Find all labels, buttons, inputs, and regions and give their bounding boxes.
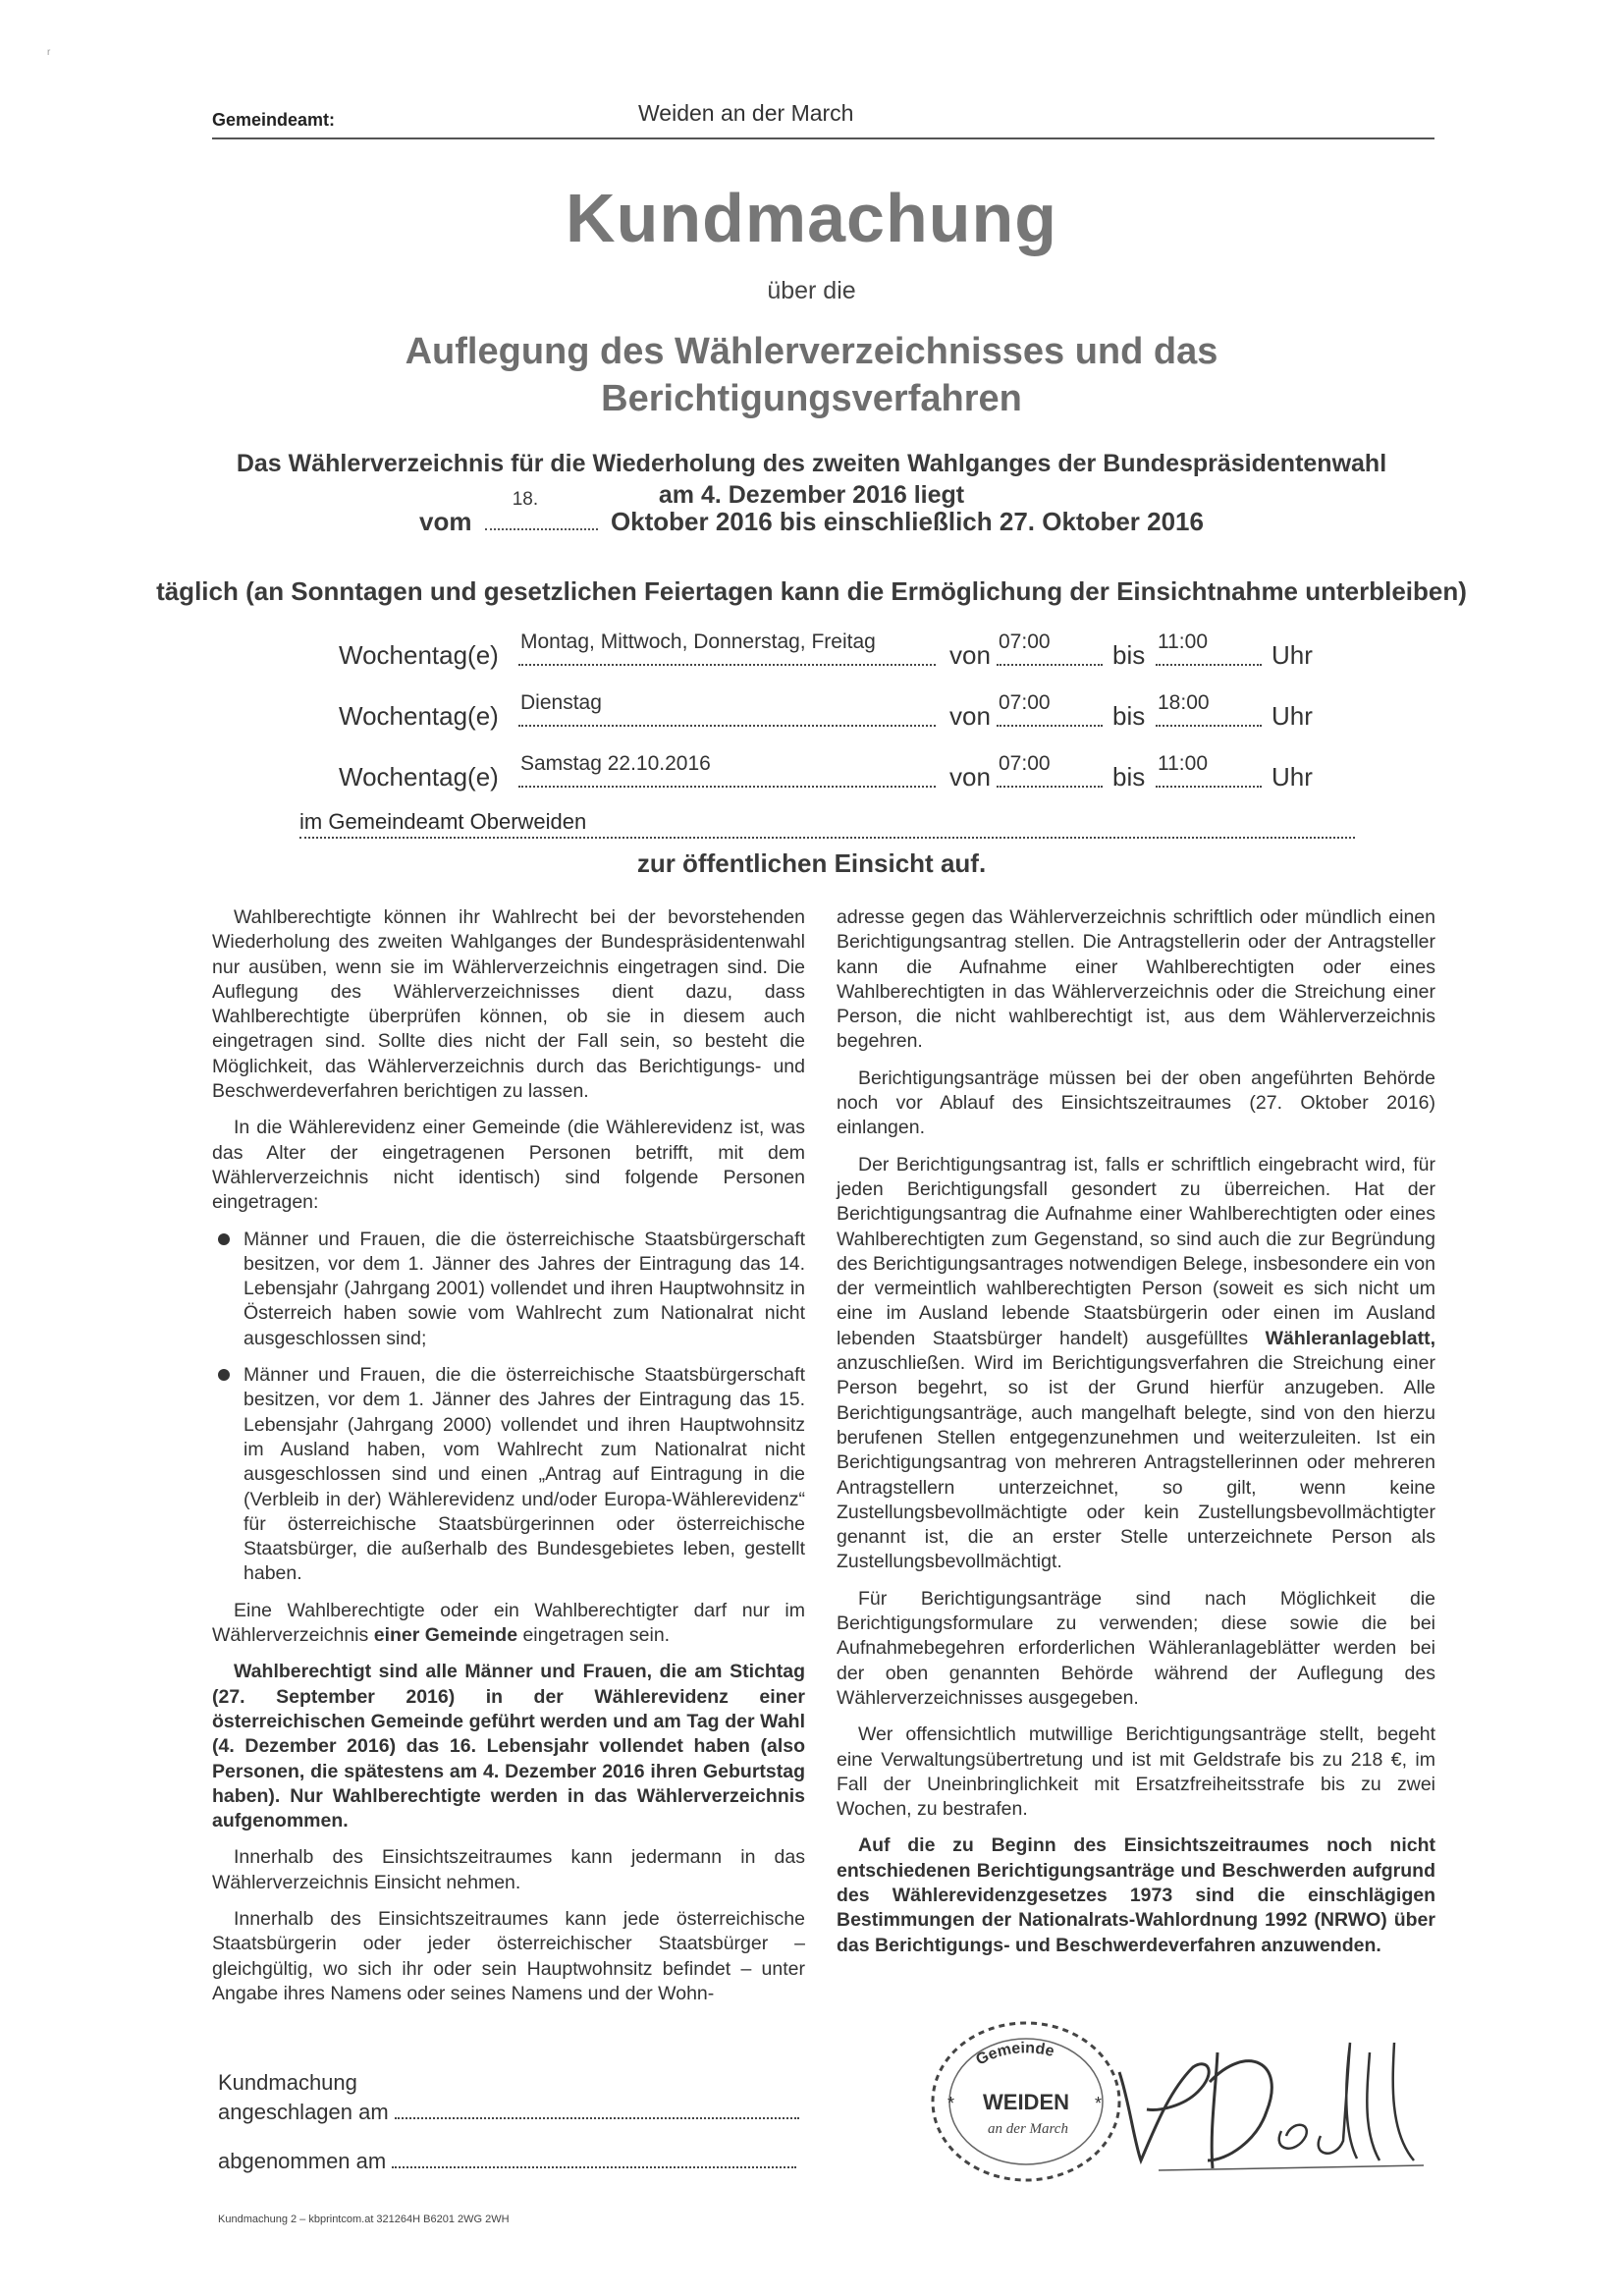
text-run: eingetragen sein. [517, 1624, 671, 1647]
paragraph: In die Wählerevidenz einer Gemeinde (die Wählerevidenz ist, was das Alter der eingetragenen Personen betrifft, mit dem Wählerverzeichnis nicht identisch) sind folgende Personen eingetragen: [212, 1117, 805, 1214]
paragraph-bold: Wahlberechtigt sind alle Männer und Frauen, die am Stichtag (27. September 2016) in der Wählerevidenz einer österreichischen Gemeinde geführt werden und am Tag der Wahl (4. Dezember 2016) das 16. Lebensjahr vollendet haben (also Personen, die spätestens am 4. Dezember 2016 ihren Geburtstag haben). Nur Wahlberechtigte werden in das Wählerverzeichnis aufgenommen. [212, 1661, 805, 1832]
text-run-bold: einer Gemeinde [373, 1624, 518, 1647]
public-inspection-note: zur öffentlichen Einsicht auf. [636, 848, 987, 878]
from-time: 07:00 [999, 752, 1051, 775]
from-time-field [997, 691, 1103, 727]
header-rule [212, 137, 1434, 139]
title-connector: über die [767, 277, 856, 304]
from-time: 07:00 [999, 630, 1051, 653]
posted-on-row [218, 2098, 799, 2125]
removed-on-field [392, 2147, 796, 2168]
weekday-days: Samstag 22.10.2016 [520, 752, 711, 775]
paragraph [837, 1153, 1435, 1575]
bullet-item [212, 1363, 805, 1587]
document-subtitle [0, 328, 1623, 422]
daily-note: täglich (an Sonntagen und gesetzlichen Feiertagen kann die Ermöglichung der Einsichtnahme unterbleiben) [156, 576, 1467, 606]
municipality-label: Gemeindeamt: [212, 110, 336, 130]
paragraph: Wahlberechtigte können ihr Wahlrecht bei der bevorstehenden Wiederholung des zweiten Wahlganges der Bundespräsidentenwahl nur ausüben, wenn sie im Wählerverzeichnis eingetragen sind. Die Auflegung des Wählerverzeichnisses dient dazu, dass Wahlberechtigte überprüfen können, ob sie in diesem auch eingetragen sind. Sollte dies nicht der Fall sein, so besteht die Möglichkeit, das Wählerverzeichnis durch das Berichtigungs- und Beschwerdeverfahren berichtigen zu lassen. [212, 906, 805, 1103]
star-icon: * [947, 2094, 955, 2113]
bullet-icon [218, 1369, 230, 1381]
place-text: im Gemeindeamt Oberweiden [299, 809, 587, 834]
weekday-days: Dienstag [520, 691, 602, 714]
bullet-icon [218, 1233, 230, 1245]
to-time-field [1156, 752, 1262, 788]
to-time: 11:00 [1158, 752, 1208, 775]
paragraph [212, 1599, 805, 1649]
place-field [299, 807, 1355, 839]
posted-on-field [395, 2098, 799, 2119]
to-time-field [1156, 630, 1262, 666]
to-time: 11:00 [1158, 630, 1208, 653]
stamp-top-text: Gemeinde [973, 2040, 1056, 2069]
text-run: Eine Wahlberechtigte oder ein Wahlberechtigter darf nur im Wählerverzeichnis [212, 1599, 805, 1647]
uhr-label: Uhr [1271, 762, 1313, 792]
bis-label: bis [1112, 640, 1146, 670]
star-icon: * [1095, 2094, 1103, 2113]
right-column [837, 905, 1435, 1970]
bis-label: bis [1112, 762, 1146, 792]
period-vom: vom [419, 507, 472, 536]
period-start-day: 18. [512, 489, 539, 510]
period-start-field [485, 489, 598, 530]
posting-label: Kundmachung [218, 2070, 357, 2095]
weekday-label: Wochentag(e) [339, 640, 499, 670]
text-run: anzuschließen. Wird im Berichtigungsverfahren die Streichung einer Person begehrt, so ist der Grund hierfür anzugeben. Alle Berichtigungsanträge, auch mangelhaft belegte, sind von den hierzu berufenen Stellen entgegenzunehmen und weiterzuleiten. Ist ein Berichtigungsantrag von mehreren Antragstellerinnen oder mehreren Antragstellern unterzeichnet, so gilt, wenn keine Zustellungsbevollmächtigte oder kein Zustellungsbevollmächtigter genannt ist, die an erster Stelle unterzeichnete Person als Zustellungsbevollmächtigt. [837, 1352, 1435, 1573]
intro-line-1: Das Wählerverzeichnis für die Wiederholung des zweiten Wahlganges der Bundespräsidentenwahl [236, 450, 1387, 477]
period-rest: Oktober 2016 bis einschließlich 27. Oktober 2016 [610, 507, 1204, 536]
paragraph: Innerhalb des Einsichtszeitraumes kann jedermann in das Wählerverzeichnis Einsicht nehmen. [212, 1846, 805, 1893]
von-label: von [949, 701, 991, 731]
bis-label: bis [1112, 701, 1146, 731]
weekday-days-field [518, 752, 936, 788]
removed-on-row [218, 2147, 796, 2174]
posted-on-label: angeschlagen am [218, 2100, 389, 2124]
bullet-text: Männer und Frauen, die die österreichische Staatsbürgerschaft besitzen, vor dem 1. Jänner des Jahres der Eintragung das 14. Lebensjahr (Jahrgang 2001) vollendet und ihren Hauptwohnsitz in Österreich haben sowie vom Wahlrecht zum Nationalrat nicht ausgeschlossen sind; [243, 1228, 805, 1349]
von-label: von [949, 762, 991, 792]
intro-line-2: am 4. Dezember 2016 liegt [658, 481, 965, 509]
bullet-item [212, 1228, 805, 1351]
paragraph: adresse gegen das Wählerverzeichnis schriftlich oder mündlich einen Berichtigungsantrag stellen. Die Antragstellerin oder der Antragsteller kann die Aufnahme einer Wahlberechtigten oder eines Wahlberechtigten in das Wählerverzeichnis oder die Streichung einer Person, die nicht wahlberechtigt ist, aus dem Wählerverzeichnis begehren. [837, 906, 1435, 1053]
weekday-days-field [518, 630, 936, 666]
from-time: 07:00 [999, 691, 1051, 714]
weekday-days: Montag, Mittwoch, Donnerstag, Freitag [520, 630, 876, 653]
intro-text [0, 448, 1623, 511]
weekday-label: Wochentag(e) [339, 762, 499, 792]
paragraph: Für Berichtigungsanträge sind nach Möglichkeit die Berichtigungsformulare zu verwenden; diese sowie die bei Aufnahmebegehren erforderlichen Wähleranlageblätter werden bei der oben genannten Behörde während der Auflegung des Wählerverzeichnisses ausgegeben. [837, 1587, 1435, 1709]
removed-on-label: abgenommen am [218, 2149, 387, 2173]
von-label: von [949, 640, 991, 670]
left-column [212, 905, 805, 2018]
stamp-center-text: WEIDEN [983, 2090, 1069, 2114]
uhr-label: Uhr [1271, 701, 1313, 731]
text-run: Der Berichtigungsantrag ist, falls er schriftlich eingebracht wird, für jeden Berichtigungsfall gesondert zu überreichen. Hat der Berichtigungsantrag die Aufnahme einer Wahlberechtigten oder eines Wahlberechtigten zum Gegenstand, so sind auch die zur Begründung des Berichtigungsantrages notwendigen Belege, insbesondere ein von der vermeintlich wahlberechtigten Person (soweit es sich nicht um eine im Ausland lebende Staatsbürgerin oder einen im Ausland lebenden Staatsbürger handelt) ausgefülltes [837, 1153, 1435, 1349]
from-time-field [997, 630, 1103, 666]
subtitle-line-2: Berichtigungsverfahren [601, 378, 1022, 419]
corner-mark: r [47, 47, 51, 58]
subtitle-line-1: Auflegung des Wählerverzeichnisses und das [405, 331, 1218, 372]
municipality-name: Weiden an der March [638, 100, 854, 126]
text-run-bold: Wähleranlageblatt, [1265, 1327, 1435, 1349]
stamp-sub-text: an der March [988, 2121, 1068, 2137]
weekday-days-field [518, 691, 936, 727]
paragraph: Berichtigungsanträge müssen bei der oben angeführten Behörde noch vor Ablauf des Einsichtszeitraumes (27. Oktober 2016) einlangen. [837, 1066, 1435, 1139]
uhr-label: Uhr [1271, 640, 1313, 670]
handwritten-signature [1100, 2013, 1453, 2180]
bullet-text: Männer und Frauen, die die österreichische Staatsbürgerschaft besitzen, vor dem 1. Jänner des Jahres der Eintragung das 15. Lebensjahr (Jahrgang 2000) vollendet und ihren Hauptwohnsitz im Ausland haben, vom Wahlrecht zum Nationalrat nicht ausgeschlossen sind und einen „Antrag auf Eintragung in die (Verbleib in der) Wählerevidenz und/oder Europa-Wählerevidenz“ für österreichische Staatsbürgerinnen oder österreichische Staatsbürger, die außerhalb des Bundesgebietes leben, gestellt haben. [243, 1364, 805, 1585]
paragraph: Innerhalb des Einsichtszeitraumes kann jede österreichische Staatsbürgerin oder jeder österreichischer Staatsbürger – gleichgültig, wo sich ihr oder sein Hauptwohnsitz befindet – unter Angabe ihres Namens oder seines Namens und der Wohn- [212, 1907, 805, 2004]
document-title: Kundmachung [566, 180, 1057, 256]
paragraph-bold: Auf die zu Beginn des Einsichtszeitraumes noch nicht entschiedenen Berichtigungsanträge und Beschwerden aufgrund des Wählerevidenzgesetzes 1973 sind die einschlägigen Bestimmungen der Nationalrats-Wahlordnung 1992 (NRWO) über das Berichtigungs- und Beschwerdeverfahren anzuwenden. [837, 1834, 1435, 1956]
weekday-label: Wochentag(e) [339, 701, 499, 731]
to-time: 18:00 [1158, 691, 1210, 714]
from-time-field [997, 752, 1103, 788]
print-footer: Kundmachung 2 – kbprintcom.at 321264H B6201 2WG 2WH [218, 2214, 510, 2225]
paragraph: Wer offensichtlich mutwillige Berichtigungsanträge stellt, begeht eine Verwaltungsübertretung und ist mit Geldstrafe bis zu 218 €, im Fall der Uneinbringlichkeit mit Ersatzfreiheitsstrafe bis zu zwei Wochen, zu bestrafen. [837, 1723, 1435, 1821]
to-time-field [1156, 691, 1262, 727]
